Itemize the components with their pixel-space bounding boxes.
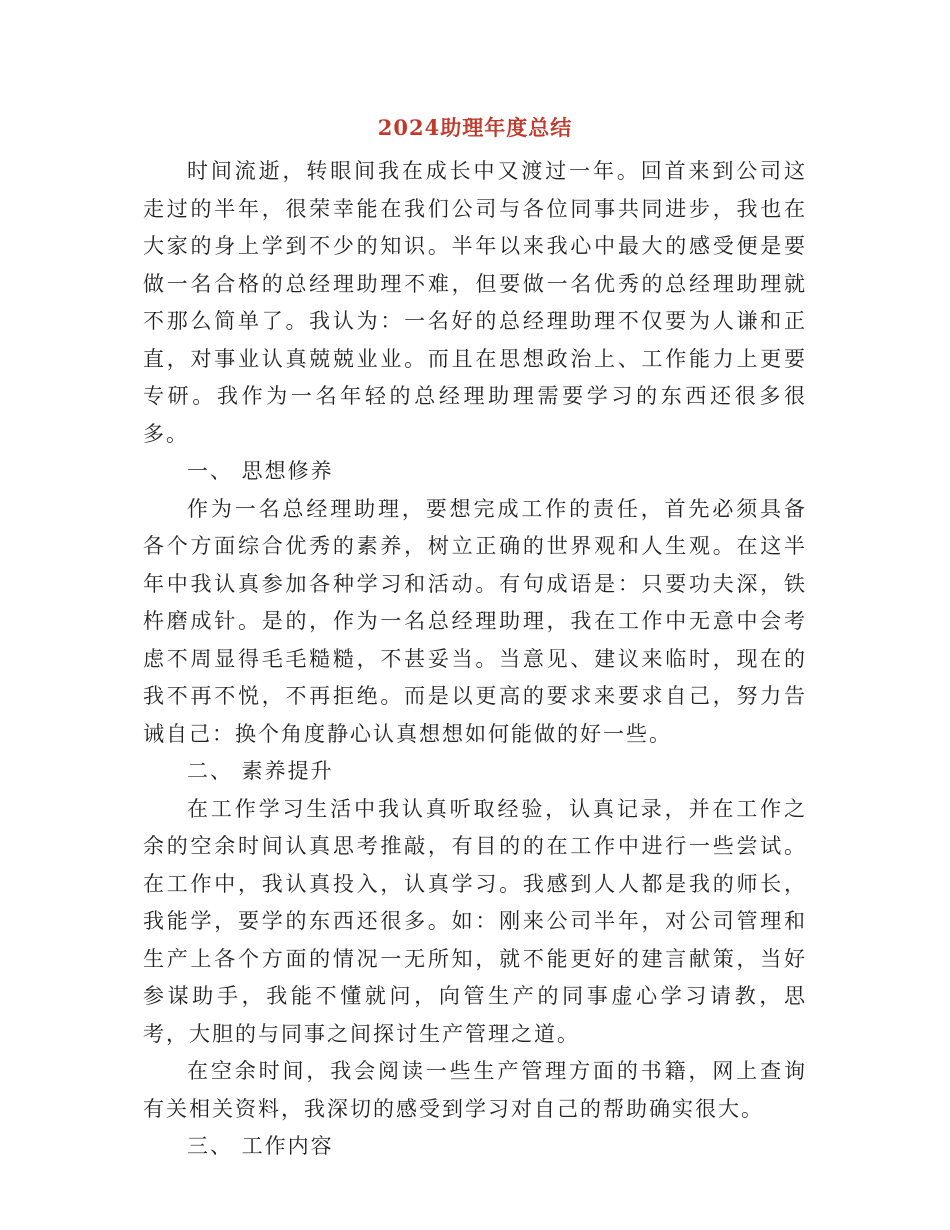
section-heading-quality: 二、 素养提升 — [187, 759, 334, 783]
section-heading-thought: 一、 思想修养 — [187, 459, 334, 483]
document-body — [143, 153, 807, 1166]
quality-paragraph-2: 在空余时间，我会阅读一些生产管理方面的书籍，网上查询有关相关资料，我深切的感受到学习对自己的帮助确实很大。 — [143, 1059, 807, 1121]
intro-paragraph: 时间流逝，转眼间我在成长中又渡过一年。回首来到公司这走过的半年，很荣幸能在我们公司与各位同事共同进步，我也在大家的身上学到不少的知识。半年以来我心中最大的感受便是要做一名合格的总经理助理不难，但要做一名优秀的总经理助理就不那么简单了。我认为：一名好的总经理助理不仅要为人谦和正直，对事业认真兢兢业业。而且在思想政治上、工作能力上更要专研。我作为一名年轻的总经理助理需要学习的东西还很多很多。 — [143, 159, 807, 446]
section-heading-work: 三、 工作内容 — [187, 1134, 334, 1158]
thought-paragraph: 作为一名总经理助理，要想完成工作的责任，首先必须具备各个方面综合优秀的素养，树立正确的世界观和人生观。在这半年中我认真参加各种学习和活动。有句成语是：只要功夫深，铁杵磨成针。是的，作为一名总经理助理，我在工作中无意中会考虑不周显得毛毛糙糙，不甚妥当。当意见、建议来临时，现在的我不再不悦，不再拒绝。而是以更高的要求来要求自己，努力告诫自己：换个角度静心认真想想如何能做的好一些。 — [143, 496, 807, 746]
quality-paragraph-1: 在工作学习生活中我认真听取经验，认真记录，并在工作之余的空余时间认真思考推敲，有目的的在工作中进行一些尝试。在工作中，我认真投入，认真学习。我感到人人都是我的师长，我能学，要学的东西还很多。如：刚来公司半年，对公司管理和生产上各个方面的情况一无所知，就不能更好的建言献策，当好参谋助手，我能不懂就问，向管生产的同事虚心学习请教，思考，大胆的与同事之间探讨生产管理之道。 — [143, 796, 807, 1046]
document-title: 2024助理年度总结 — [377, 115, 573, 140]
